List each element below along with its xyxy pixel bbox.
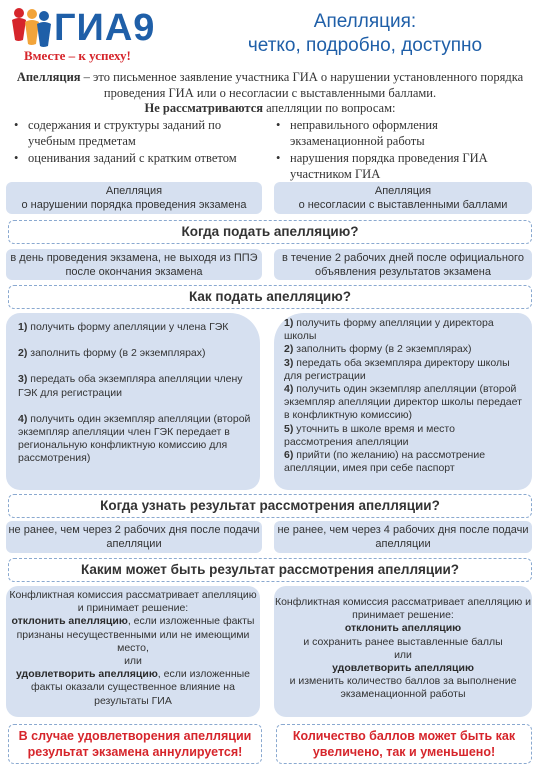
step-number: 5) (284, 422, 294, 435)
step-text: получить форму апелляции у члена ГЭК (27, 321, 229, 333)
result-left (6, 586, 260, 717)
step-item (284, 317, 524, 343)
list-item: • нарушения порядка проведения ГИА участником ГИА (276, 151, 530, 182)
not-considered-bold: Не рассматриваются (144, 101, 264, 115)
type-label: Апелляция (374, 185, 432, 197)
when-result-right: не ранее, чем через 4 рабочих дня после подачи апелляции (274, 521, 532, 553)
intro-definition (10, 69, 530, 101)
type-score-disagreement (274, 182, 532, 214)
warning-score-change: Количество баллов может быть как увеличено, так и уменьшено! (276, 724, 532, 764)
result-right (274, 586, 532, 717)
result-reject-condition: и сохранить ранее выставленные баллы (303, 635, 503, 648)
step-number: 3) (18, 373, 28, 386)
result-intro: Конфликтная комиссия рассматривает апелляцию и принимает решение: (274, 596, 532, 622)
result-or: или (394, 648, 412, 661)
step-number: 4) (18, 412, 28, 425)
step-number: 1) (18, 321, 28, 333)
question-when-submit: Когда подать апелляцию? (8, 220, 532, 244)
when-submit-right: в течение 2 рабочих дней после официального объявления результатов экзамена (274, 249, 532, 280)
step-text: передать оба экземпляра апелляции члену ГЭК для регистрации (18, 373, 243, 399)
step-text: получить форму апелляции у директора школы (284, 317, 494, 343)
result-accept-condition: и изменить количество баллов за выполнение экзаменационной работы (289, 675, 517, 701)
step-text: заполнить форму (в 2 экземплярах) (293, 343, 472, 356)
step-item (284, 449, 524, 475)
question-when-result: Когда узнать результат рассмотрения апелляции? (8, 494, 532, 518)
step-number: 2) (284, 343, 294, 356)
definition-text: – это письменное заявление участника ГИА о нарушении установленного порядка проведения ГИА или о несогласии с выставленными баллами. (80, 70, 524, 100)
step-item (18, 413, 252, 466)
step-text: заполнить форму (в 2 экземплярах) (27, 347, 206, 360)
result-accept-condition: , если изложенные факты оказали существенное влияние на результаты ГИА (31, 668, 251, 707)
page-title (190, 10, 540, 58)
result-reject-condition: , если изложенные факты признаны несущественными или не имеющими место, (16, 615, 255, 654)
step-item (284, 343, 524, 356)
when-submit-left: в день проведения экзамена, не выходя из ППЭ после окончания экзамена (6, 249, 262, 280)
step-text: получить один экземпляр апелляции (второй экземпляр апелляции директор школы передает в конфликтную комиссию) (284, 383, 522, 422)
list-item: • неправильного оформления экзаменационной работы (276, 118, 530, 149)
step-number: 4) (284, 383, 294, 396)
step-number: 3) (284, 356, 294, 369)
result-reject: отклонить апелляцию (11, 615, 128, 628)
title-line-2: четко, подробно, доступно (247, 35, 483, 56)
not-considered-right (276, 118, 530, 184)
step-item (18, 321, 252, 334)
type-description: о несогласии с выставленными баллами (298, 199, 508, 211)
logo-slogan: Вместе – к успеху! (24, 48, 131, 63)
people-logo-icon (10, 6, 52, 50)
term-appeal: Апелляция (16, 70, 81, 84)
step-item (18, 373, 252, 399)
step-text: прийти (по желанию) на рассмотрение апелляции, имея при себе паспорт (284, 449, 486, 475)
result-intro: Конфликтная комиссия рассматривает апелляцию и принимает решение: (9, 589, 257, 615)
result-accept: удовлетворить апелляцию (332, 662, 474, 675)
not-considered-rest: апелляции по вопросам: (263, 101, 396, 115)
question-what-result: Каким может быть результат рассмотрения апелляции? (8, 558, 532, 582)
question-how-submit: Как подать апелляцию? (8, 285, 532, 309)
step-text: уточнить в школе время и место рассмотрения апелляции (284, 422, 455, 448)
logo-text: ГИА9 (54, 7, 156, 49)
list-item: • содержания и структуры заданий по учебным предметам (14, 118, 264, 149)
step-item (18, 347, 252, 360)
step-item (284, 357, 524, 383)
not-considered-left (14, 118, 264, 169)
step-text: получить один экземпляр апелляции (второй экземпляр апелляции член ГЭК передает в региональную конфликтную комиссию для рассмотрения) (18, 412, 251, 465)
type-procedure-violation (6, 182, 262, 214)
gia9-logo (10, 6, 195, 64)
when-result-left: не ранее, чем через 2 рабочих дня после подачи апелляции (6, 521, 262, 553)
result-reject: отклонить апелляцию (344, 622, 462, 635)
result-accept: удовлетворить апелляцию (15, 668, 158, 681)
step-item (284, 423, 524, 449)
step-number: 6) (284, 449, 294, 462)
header (0, 0, 540, 68)
how-submit-left (6, 313, 260, 490)
how-submit-right (274, 313, 532, 490)
result-or: или (124, 655, 142, 668)
step-item (284, 383, 524, 423)
step-number: 1) (284, 317, 294, 329)
warning-annulment: В случае удовлетворения апелляции результат экзамена аннулируется! (8, 724, 262, 764)
not-considered-heading (10, 101, 530, 116)
list-item: • оценивания заданий с кратким ответом (14, 151, 264, 167)
type-description: о нарушении порядка проведения экзамена (21, 199, 247, 211)
title-line-1: Апелляция: (313, 11, 417, 32)
step-text: передать оба экземпляра директору школы для регистрации (284, 356, 510, 382)
step-number: 2) (18, 347, 28, 360)
type-label: Апелляция (105, 185, 163, 197)
